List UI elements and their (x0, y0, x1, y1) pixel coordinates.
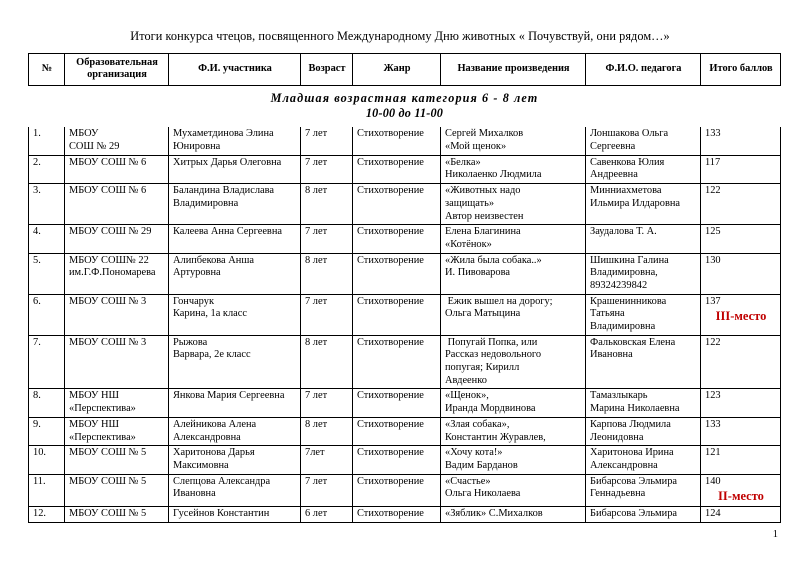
score-value: 123 (705, 390, 721, 402)
cell-teacher (586, 184, 701, 225)
cell-organization (65, 253, 169, 294)
cell-teacher-line: Заудалова Т. А. (590, 226, 657, 238)
cell-teacher-lines (590, 337, 697, 362)
cell-organization (65, 335, 169, 389)
cell-age: 7 лет (301, 389, 353, 417)
score-value: 133 (705, 128, 721, 140)
table-row (29, 335, 781, 389)
cell-organization-lines (69, 128, 165, 153)
score-value: 124 (705, 508, 721, 520)
cell-organization (65, 474, 169, 507)
column-header-total: Итого баллов (701, 53, 781, 85)
cell-age: 8 лет (301, 417, 353, 445)
cell-organization (65, 446, 169, 474)
score-value: 121 (705, 447, 721, 459)
cell-participant (169, 127, 301, 155)
cell-participant (169, 335, 301, 389)
cell-total (701, 389, 781, 417)
cell-organization-line: МБОУ НШ (69, 418, 119, 430)
cell-participant-line: Карина, 1а класс (173, 308, 248, 320)
cell-teacher-lines (590, 185, 697, 210)
cell-work (441, 155, 586, 183)
page-number: 1 (772, 529, 778, 540)
cell-teacher (586, 446, 701, 474)
cell-organization-line: «Перспектива» (69, 431, 136, 443)
place-badge: II-место (718, 489, 764, 504)
cell-teacher-lines (590, 255, 697, 293)
cell-organization-lines (69, 157, 165, 170)
cell-participant-line: Янкова Мария Сергеевна (173, 390, 285, 402)
table-row (29, 127, 781, 155)
cell-work-lines (445, 476, 582, 501)
cell-organization (65, 417, 169, 445)
cell-total (701, 446, 781, 474)
cell-work-lines (445, 296, 582, 321)
cell-number: 1. (29, 127, 65, 155)
cell-genre: Стихотворение (353, 225, 441, 253)
cell-participant-lines (173, 476, 297, 501)
cell-organization (65, 184, 169, 225)
cell-participant-lines (173, 157, 297, 170)
cell-teacher-lines (590, 390, 697, 415)
cell-work-line: Иранда Мордвинова (445, 403, 536, 415)
cell-work-line: Елена Благинина (445, 226, 521, 238)
cell-participant (169, 184, 301, 225)
cell-organization (65, 127, 169, 155)
cell-teacher-line: Владимировна (590, 321, 656, 333)
cell-participant (169, 446, 301, 474)
cell-genre: Стихотворение (353, 389, 441, 417)
cell-age: 8 лет (301, 335, 353, 389)
cell-teacher-line: Бибарсова Эльмира (590, 475, 677, 487)
cell-age: 7 лет (301, 294, 353, 335)
table-row (29, 417, 781, 445)
cell-work-line: И. Пивоварова (445, 267, 510, 279)
cell-participant-line: Владимировна (173, 197, 239, 209)
cell-organization-line: «Перспектива» (69, 403, 136, 415)
cell-work-line: «Белка» (445, 156, 481, 168)
cell-work (441, 446, 586, 474)
table-row (29, 294, 781, 335)
cell-teacher-line: Савенкова Юлия (590, 156, 665, 168)
cell-participant (169, 474, 301, 507)
cell-organization (65, 389, 169, 417)
cell-teacher-line: Андреевна (590, 169, 638, 181)
cell-number: 6. (29, 294, 65, 335)
cell-work-lines (445, 226, 582, 251)
cell-teacher (586, 294, 701, 335)
cell-teacher-line: Ивановна (590, 349, 633, 361)
cell-participant-lines (173, 226, 297, 239)
cell-work-line: «Счастье» (445, 475, 491, 487)
cell-work (441, 184, 586, 225)
table-row (29, 474, 781, 507)
cell-participant-lines (173, 447, 297, 472)
cell-number: 3. (29, 184, 65, 225)
cell-work-line: Сергей Михалков (445, 128, 524, 140)
cell-organization-lines (69, 255, 165, 280)
cell-participant-line: Баландина Владислава (173, 185, 275, 197)
category-title: Младшая возрастная категория 6 - 8 лет (270, 90, 539, 105)
cell-teacher (586, 335, 701, 389)
cell-number: 2. (29, 155, 65, 183)
cell-work-lines (445, 419, 582, 444)
cell-work (441, 417, 586, 445)
cell-participant-line: Мухаметдинова Элина (173, 128, 274, 140)
cell-work-line: «Жила была собака..» (445, 254, 542, 266)
table-row (29, 253, 781, 294)
cell-participant (169, 253, 301, 294)
cell-teacher-line: Александровна (590, 459, 658, 471)
cell-number: 11. (29, 474, 65, 507)
cell-work (441, 225, 586, 253)
cell-work-line: попугая; Кирилл (445, 362, 520, 374)
cell-work-line: Вадим Барданов (445, 459, 518, 471)
cell-participant (169, 389, 301, 417)
cell-participant-line: Ивановна (173, 488, 216, 500)
cell-work-lines (445, 390, 582, 415)
cell-teacher-lines (590, 296, 697, 334)
cell-number: 7. (29, 335, 65, 389)
cell-teacher (586, 417, 701, 445)
cell-participant-lines (173, 337, 297, 362)
cell-organization-line: МБОУ СОШ № 29 (69, 226, 152, 238)
cell-teacher (586, 127, 701, 155)
cell-age: 8 лет (301, 184, 353, 225)
cell-work-line: Попугай Попка, или (445, 336, 538, 348)
cell-genre: Стихотворение (353, 253, 441, 294)
cell-organization (65, 225, 169, 253)
cell-work-line: защищать» (445, 197, 495, 209)
cell-participant-line: Рыжова (173, 336, 208, 348)
cell-work-line: «Щенок», (445, 390, 489, 402)
cell-participant-line: Харитонова Дарья (173, 447, 255, 459)
cell-participant (169, 294, 301, 335)
cell-organization-lines (69, 226, 165, 239)
cell-total (701, 335, 781, 389)
cell-teacher-line: Лоншакова Ольга (590, 128, 669, 140)
cell-participant-line: Варвара, 2е класс (173, 349, 251, 361)
column-header-genre: Жанр (353, 53, 441, 85)
cell-teacher (586, 389, 701, 417)
cell-organization-lines (69, 508, 165, 521)
results-table (28, 53, 781, 523)
table-header-row (29, 53, 781, 85)
cell-work-lines (445, 337, 582, 388)
cell-participant-line: Алипбекова Анша (173, 254, 254, 266)
cell-work-line: «Животных надо (445, 185, 521, 197)
score-value: 140 (705, 475, 721, 487)
cell-teacher-lines (590, 508, 697, 521)
score-value: 133 (705, 418, 721, 430)
table-row (29, 507, 781, 523)
cell-teacher (586, 507, 701, 523)
cell-organization (65, 155, 169, 183)
cell-organization-line: МБОУ СОШ № 5 (69, 447, 147, 459)
cell-participant-line: Калеева Анна Сергеевна (173, 226, 283, 238)
cell-teacher-line: Ильмира Илдаровна (590, 197, 681, 209)
cell-participant-lines (173, 508, 297, 521)
cell-organization-lines (69, 447, 165, 460)
column-header-age: Возраст (301, 53, 353, 85)
cell-participant (169, 507, 301, 523)
cell-work-lines (445, 447, 582, 472)
cell-number: 5. (29, 253, 65, 294)
score-value: 122 (705, 336, 721, 348)
cell-work-line: «Зяблик» С.Михалков (445, 508, 543, 520)
cell-total (701, 507, 781, 523)
cell-organization (65, 294, 169, 335)
cell-organization-lines (69, 419, 165, 444)
cell-number: 9. (29, 417, 65, 445)
cell-work-lines (445, 157, 582, 182)
cell-teacher-line: Харитонова Ирина (590, 447, 674, 459)
cell-genre: Стихотворение (353, 446, 441, 474)
cell-organization-line: МБОУ СОШ № 3 (69, 295, 147, 307)
cell-work (441, 253, 586, 294)
cell-organization-line: МБОУ (69, 128, 99, 140)
cell-total (701, 417, 781, 445)
cell-age: 7 лет (301, 225, 353, 253)
cell-organization-line: МБОУ СОШ № 5 (69, 508, 147, 520)
column-header-participant: Ф.И. участника (169, 53, 301, 85)
cell-organization-line: им.Г.Ф.Пономарева (69, 267, 156, 279)
cell-work-line: Ольга Матыцина (445, 308, 521, 320)
cell-work (441, 474, 586, 507)
cell-teacher-line: Минниахметова (590, 185, 662, 197)
cell-participant-lines (173, 296, 297, 321)
cell-work-line: «Хочу кота!» (445, 447, 503, 459)
table-body (29, 85, 781, 522)
cell-work-lines (445, 508, 582, 521)
cell-number: 10. (29, 446, 65, 474)
cell-participant-lines (173, 255, 297, 280)
place-badge: III-место (715, 309, 767, 324)
cell-participant (169, 417, 301, 445)
cell-participant-line: Гусейнов Константин (173, 508, 270, 520)
cell-work-line: «Злая собака», (445, 418, 510, 430)
cell-age: 7лет (301, 446, 353, 474)
cell-work-line: Константин Журавлев, (445, 431, 546, 443)
cell-age: 8 лет (301, 253, 353, 294)
cell-work-line: Николаенко Людмила (445, 169, 542, 181)
cell-work-line: Авдеенко (445, 374, 487, 386)
cell-genre: Стихотворение (353, 127, 441, 155)
cell-teacher-line: Марина Николаевна (590, 403, 680, 415)
table-row (29, 446, 781, 474)
cell-age: 7 лет (301, 474, 353, 507)
score-value: 137 (705, 295, 721, 307)
page-title: Итоги конкурса чтецов, посвященного Международному Дню животных « Почувствуй, они рядом…» (130, 29, 670, 43)
cell-work-line: «Мой щенок» (445, 141, 507, 153)
cell-total (701, 253, 781, 294)
score-value: 117 (705, 156, 721, 168)
cell-teacher-line: Тамазлыкарь (590, 390, 648, 402)
cell-age: 6 лет (301, 507, 353, 523)
cell-participant-lines (173, 185, 297, 210)
cell-participant-lines (173, 419, 297, 444)
cell-work-line: Ежик вышел на дорогу; (445, 295, 553, 307)
cell-total (701, 294, 781, 335)
column-header-organization: Образовательная организация (65, 53, 169, 85)
cell-participant-line: Артуровна (173, 267, 221, 279)
cell-organization-lines (69, 296, 165, 309)
cell-total (701, 155, 781, 183)
cell-teacher-line: 89324239842 (590, 279, 648, 291)
cell-teacher-line: Фальковская Елена (590, 336, 676, 348)
cell-teacher-lines (590, 157, 697, 182)
cell-work-lines (445, 185, 582, 223)
cell-genre: Стихотворение (353, 417, 441, 445)
cell-genre: Стихотворение (353, 155, 441, 183)
cell-organization-line: МБОУ СОШ № 5 (69, 475, 147, 487)
cell-organization-line: МБОУ СОШ № 6 (69, 185, 147, 197)
table-row (29, 155, 781, 183)
cell-organization-lines (69, 337, 165, 350)
table-row (29, 184, 781, 225)
score-value: 122 (705, 185, 721, 197)
cell-work-line: «Котёнок» (445, 238, 492, 250)
cell-teacher-lines (590, 419, 697, 444)
cell-genre: Стихотворение (353, 335, 441, 389)
cell-teacher (586, 253, 701, 294)
category-banner (29, 85, 781, 127)
cell-total (701, 127, 781, 155)
cell-teacher-line: Владимировна, (590, 267, 658, 279)
cell-work (441, 127, 586, 155)
cell-number: 8. (29, 389, 65, 417)
cell-total (701, 225, 781, 253)
cell-genre: Стихотворение (353, 474, 441, 507)
cell-organization-lines (69, 390, 165, 415)
column-header-teacher: Ф.И.О. педагога (586, 53, 701, 85)
cell-work (441, 389, 586, 417)
cell-number: 12. (29, 507, 65, 523)
cell-participant-line: Александровна (173, 431, 241, 443)
cell-genre: Стихотворение (353, 507, 441, 523)
cell-total (701, 184, 781, 225)
cell-teacher-line: Крашенинникова (590, 295, 667, 307)
cell-participant-line: Гончарук (173, 295, 214, 307)
cell-teacher-lines (590, 447, 697, 472)
cell-genre: Стихотворение (353, 294, 441, 335)
cell-teacher (586, 474, 701, 507)
cell-work (441, 335, 586, 389)
cell-organization-line: МБОУ СОШ № 3 (69, 336, 147, 348)
cell-number: 4. (29, 225, 65, 253)
column-header-number: № (29, 53, 65, 85)
cell-work (441, 294, 586, 335)
cell-organization-line: МБОУ СОШ № 6 (69, 156, 147, 168)
cell-participant-lines (173, 390, 297, 403)
cell-work-line: Автор неизвестен (445, 210, 524, 222)
score-value: 130 (705, 254, 721, 266)
cell-age: 7 лет (301, 155, 353, 183)
cell-age: 7 лет (301, 127, 353, 155)
cell-teacher-lines (590, 476, 697, 501)
cell-participant-line: Юнировна (173, 141, 221, 153)
category-banner-row (29, 85, 781, 127)
cell-teacher (586, 225, 701, 253)
cell-teacher-line: Сергеевна (590, 141, 636, 153)
cell-teacher-line: Леонидовна (590, 431, 644, 443)
cell-teacher-line: Бибарсова Эльмира (590, 508, 677, 520)
cell-work-lines (445, 255, 582, 280)
cell-teacher-line: Татьяна (590, 308, 625, 320)
cell-work (441, 507, 586, 523)
cell-participant-line: Максимовна (173, 459, 229, 471)
cell-teacher-line: Шишкина Галина (590, 254, 669, 266)
cell-participant-line: Хитрых Дарья Олеговна (173, 156, 282, 168)
cell-participant-lines (173, 128, 297, 153)
category-time: 10-00 до 11-00 (365, 106, 444, 121)
cell-participant (169, 155, 301, 183)
cell-participant (169, 225, 301, 253)
cell-organization-line: МБОУ НШ (69, 390, 119, 402)
cell-work-lines (445, 128, 582, 153)
cell-participant-line: Алейникова Алена (173, 418, 257, 430)
cell-participant-line: Слепцова Александра (173, 475, 271, 487)
cell-work-line: Рассказ недовольного (445, 349, 542, 361)
cell-organization (65, 507, 169, 523)
score-value: 125 (705, 226, 721, 238)
cell-teacher-line: Геннадьевна (590, 488, 646, 500)
table-row (29, 225, 781, 253)
column-header-work: Название произведения (441, 53, 586, 85)
table-row (29, 389, 781, 417)
cell-organization-lines (69, 185, 165, 198)
cell-total (701, 474, 781, 507)
cell-work-line: Ольга Николаева (445, 488, 521, 500)
cell-teacher-line: Карпова Людмила (590, 418, 671, 430)
cell-organization-line: МБОУ СОШ№ 22 (69, 254, 149, 266)
cell-teacher (586, 155, 701, 183)
cell-teacher-lines (590, 128, 697, 153)
cell-organization-lines (69, 476, 165, 489)
cell-genre: Стихотворение (353, 184, 441, 225)
cell-teacher-lines (590, 226, 697, 239)
cell-organization-line: СОШ № 29 (69, 141, 120, 153)
